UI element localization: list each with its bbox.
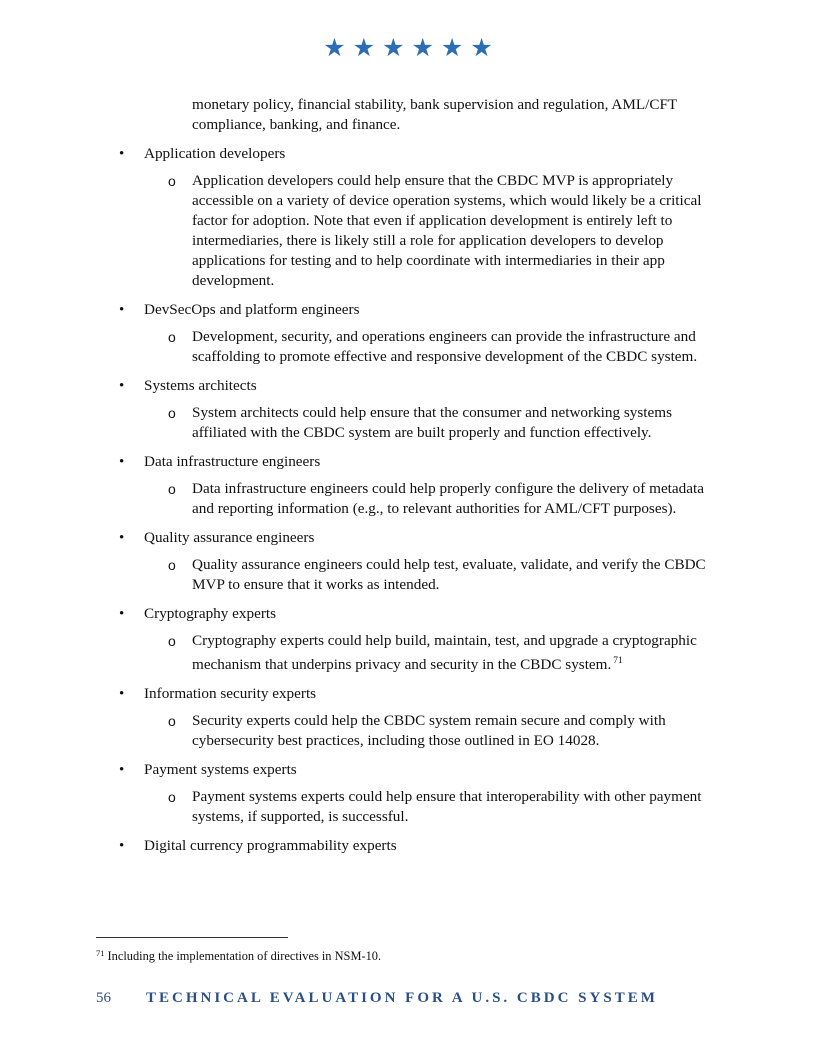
list-item: [119, 144, 816, 291]
list-item: [119, 300, 816, 367]
continuation-text: monetary policy, financial stability, bank supervision and regulation, AML/CFT compliance, banking, and finance.: [192, 96, 677, 133]
list-item: [119, 452, 816, 519]
list-item-label: Systems architects: [144, 377, 257, 394]
list-item-label: Application developers: [144, 145, 286, 162]
sub-item: [168, 711, 722, 751]
list-item-label: Digital currency programmability experts: [144, 837, 397, 854]
sub-item: [168, 171, 722, 291]
bullet-icon: •: [119, 146, 125, 162]
sub-item: [168, 403, 722, 443]
bullet-icon: •: [119, 686, 125, 702]
star-icon: ★: [470, 35, 493, 62]
list-item-label: Information security experts: [144, 685, 317, 702]
circle-bullet-icon: o: [168, 789, 176, 805]
footnote-reference[interactable]: 71: [613, 656, 623, 666]
list-item-label: Payment systems experts: [144, 761, 297, 778]
circle-bullet-icon: o: [168, 557, 176, 573]
star-icon: ★: [382, 35, 405, 62]
star-icon: ★: [323, 35, 346, 62]
sub-item-text: Application developers could help ensure that the CBDC MVP is appropriately accessible on a variety of device operation systems, which would likely be a critical factor for adoption. Note that even if application development is entirely left to intermediaries, there is likely still a role for application developers to develop applications for testing and to help coordinate with intermediaries in their app development.: [192, 172, 702, 289]
bullet-icon: •: [119, 454, 125, 470]
page-number: 56: [96, 990, 111, 1006]
footnote-number: 71: [96, 948, 105, 958]
sub-item-text: Data infrastructure engineers could help properly configure the delivery of metadata and reporting information (e.g., to relevant authorities for AML/CFT purposes).: [192, 480, 704, 517]
sub-item-text: Quality assurance engineers could help test, evaluate, validate, and verify the CBDC MVP to ensure that it works as intended.: [192, 556, 706, 593]
circle-bullet-icon: o: [168, 633, 176, 649]
list-item: [119, 528, 816, 595]
sub-item: [168, 327, 722, 367]
page-body: [0, 95, 816, 856]
footnote-divider: [96, 937, 288, 938]
bullet-icon: •: [119, 838, 125, 854]
sub-item: [168, 787, 722, 827]
star-icon: ★: [411, 35, 434, 62]
bullet-icon: •: [119, 378, 125, 394]
sub-item-text: Cryptography experts could help build, maintain, test, and upgrade a cryptographic mechanism that underpins privacy and security in the CBDC system.: [192, 632, 697, 673]
list-item: [119, 684, 816, 751]
footnote-text: Including the implementation of directives in NSM-10.: [107, 949, 382, 963]
list-item: [119, 836, 816, 856]
list-item-label: Cryptography experts: [144, 605, 277, 622]
list-item: [119, 376, 816, 443]
bullet-icon: •: [119, 762, 125, 778]
bullet-icon: •: [119, 302, 125, 318]
footnote: [96, 945, 381, 964]
list-item: [119, 760, 816, 827]
circle-bullet-icon: o: [168, 405, 176, 421]
header-stars: [0, 35, 816, 63]
circle-bullet-icon: o: [168, 329, 176, 345]
page-footer: [96, 989, 658, 1007]
sub-item: [168, 631, 722, 675]
sub-item-text: Development, security, and operations engineers can provide the infrastructure and scaffolding to promote effective and responsive development of the CBDC system.: [192, 328, 698, 365]
sub-item: [168, 555, 722, 595]
list-item: [119, 604, 816, 675]
bullet-icon: •: [119, 606, 125, 622]
sub-item-text: Security experts could help the CBDC system remain secure and comply with cybersecurity best practices, including those outlined in EO 14028.: [192, 712, 666, 749]
document-title: TECHNICAL EVALUATION FOR A U.S. CBDC SYSTEM: [146, 990, 658, 1006]
circle-bullet-icon: o: [168, 173, 176, 189]
list-item-label: Quality assurance engineers: [144, 529, 315, 546]
sub-item-text: System architects could help ensure that the consumer and networking systems affiliated with the CBDC system are built properly and function effectively.: [192, 404, 672, 441]
circle-bullet-icon: o: [168, 713, 176, 729]
bullet-icon: •: [119, 530, 125, 546]
sub-item: [168, 479, 722, 519]
list-item-label: DevSecOps and platform engineers: [144, 301, 360, 318]
circle-bullet-icon: o: [168, 481, 176, 497]
list-item-label: Data infrastructure engineers: [144, 453, 321, 470]
star-icon: ★: [352, 35, 376, 62]
star-icon: ★: [440, 35, 464, 62]
sub-item-text: Payment systems experts could help ensure that interoperability with other payment systems, if supported, is successful.: [192, 788, 702, 825]
